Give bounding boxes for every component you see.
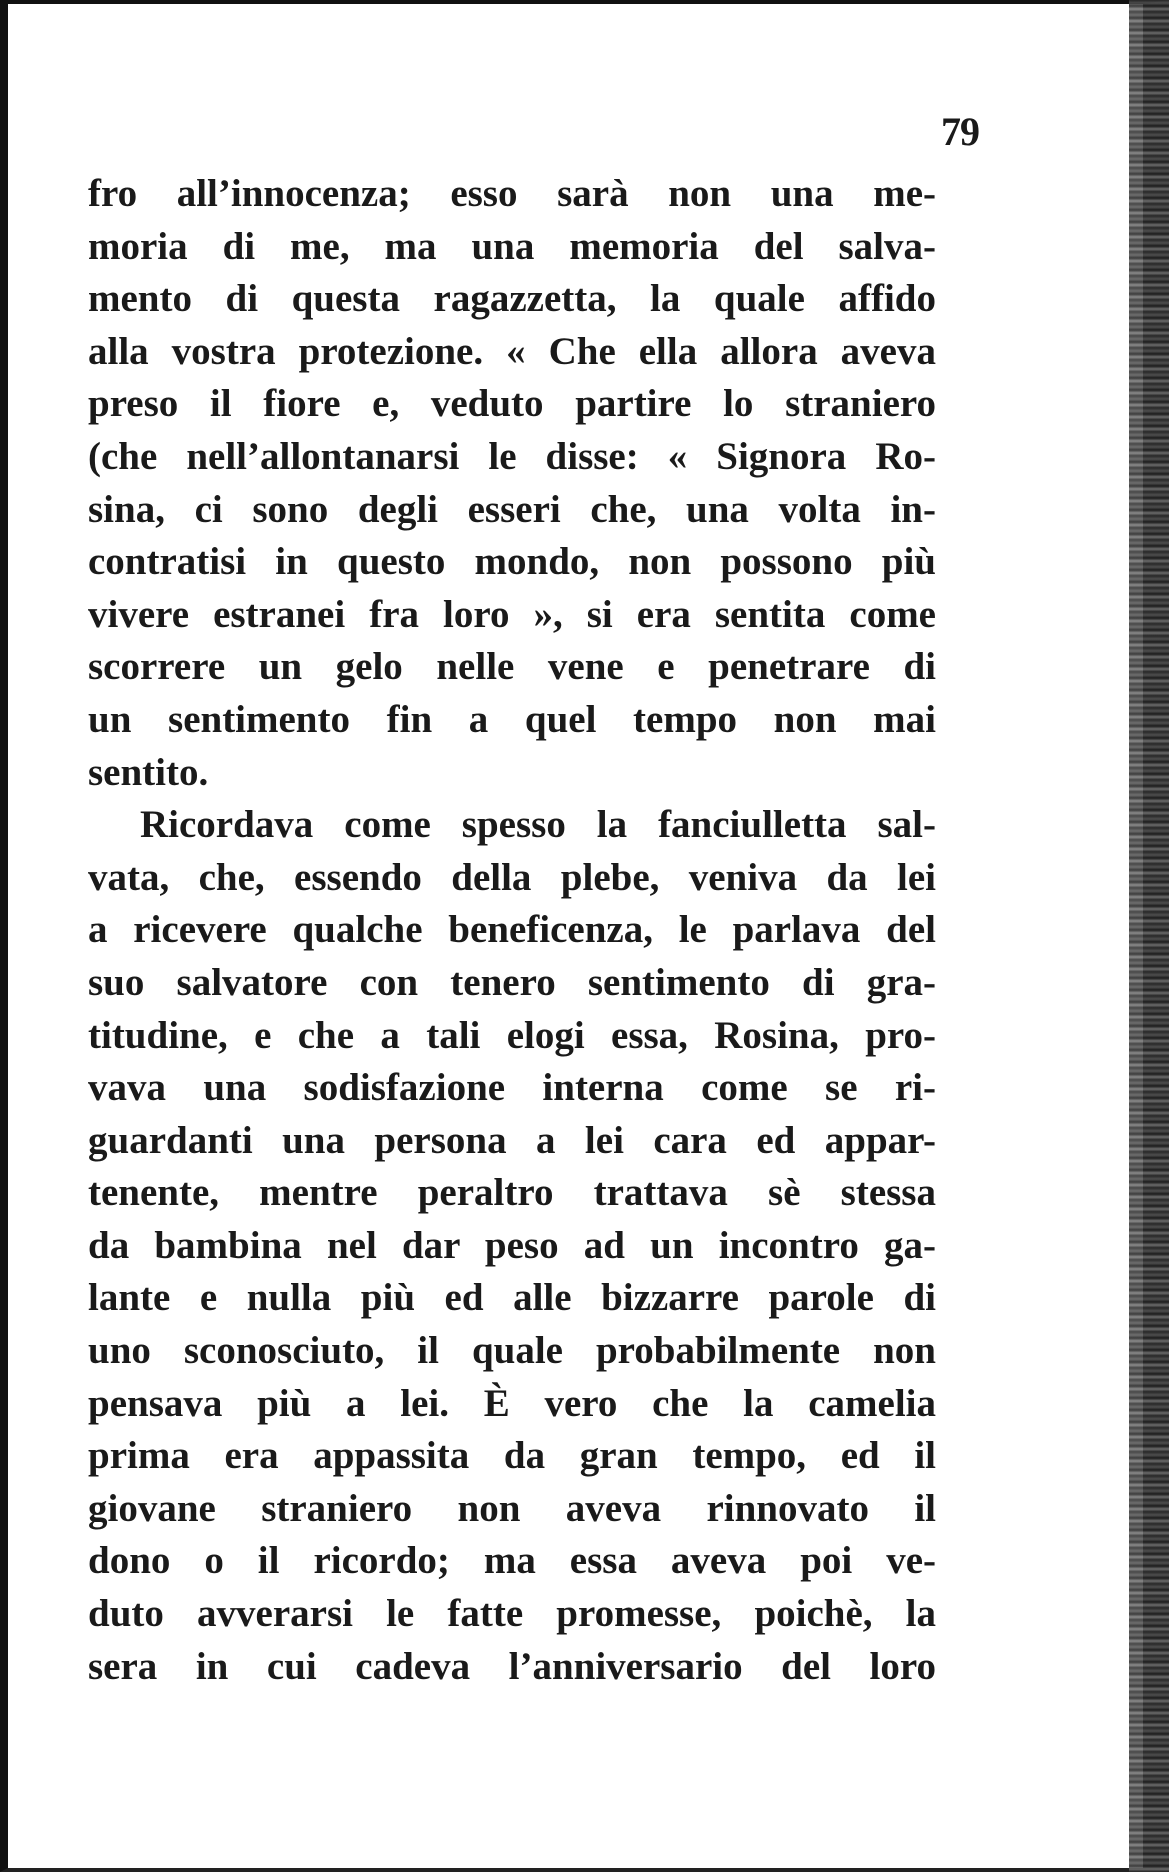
text-line: vava una sodisfazione interna come se ri-: [88, 1066, 936, 1110]
text-line: duto avverarsi le fatte promesse, poichè, la: [88, 1592, 936, 1636]
text-line: scorrere un gelo nelle vene e penetrare di: [88, 645, 936, 689]
paragraph-2: [88, 799, 936, 1693]
text-line: alla vostra protezione. « Che ella allora aveva: [88, 329, 936, 373]
text-line: uno sconosciuto, il quale probabilmente non: [88, 1329, 936, 1373]
scanned-page-edge: [1129, 0, 1169, 1872]
text-line: lante e nulla più ed alle bizzarre parole di: [88, 1276, 936, 1320]
text-line: preso il fiore e, veduto partire lo straniero: [88, 382, 936, 426]
text-line: contratisi in questo mondo, non possono più: [88, 540, 936, 584]
text-line: dono o il ricordo; ma essa aveva poi ve-: [88, 1539, 936, 1583]
text-line: prima era appassita da gran tempo, ed il: [88, 1434, 936, 1478]
text-line: guardanti una persona a lei cara ed appar-: [88, 1118, 936, 1162]
text-line: fro all’innocenza; esso sarà non una me-: [88, 172, 936, 215]
body-text: [88, 168, 936, 1693]
text-line: moria di me, ma una memoria del salva-: [88, 224, 936, 268]
text-line: suo salvatore con tenero sentimento di gra-: [88, 960, 936, 1004]
text-line: tenente, mentre peraltro trattava sè stessa: [88, 1171, 936, 1215]
text-line: un sentimento fin a quel tempo non mai: [88, 697, 936, 741]
text-line: (che nell’allontanarsi le disse: « Signora Ro-: [88, 434, 936, 478]
page-number: 79: [941, 109, 979, 154]
text-line: pensava più a lei. È vero che la camelia: [88, 1381, 936, 1425]
text-line: da bambina nel dar peso ad un incontro ga-: [88, 1223, 936, 1267]
text-line: sentito.: [88, 750, 209, 794]
text-line: a ricevere qualche beneficenza, le parlava del: [88, 908, 936, 952]
text-line: sina, ci sono degli esseri che, una volta in-: [88, 487, 936, 531]
paragraph-1: [88, 168, 936, 799]
text-line: sera in cui cadeva l’anniversario del loro: [88, 1644, 936, 1688]
text-line: titudine, e che a tali elogi essa, Rosina, pro-: [88, 1013, 936, 1057]
text-line: giovane straniero non aveva rinnovato il: [88, 1486, 936, 1530]
text-line: vata, che, essendo della plebe, veniva da lei: [88, 855, 936, 899]
text-line: vivere estranei fra loro », si era sentita come: [88, 592, 936, 636]
text-line: mento di questa ragazzetta, la quale affido: [88, 277, 936, 321]
text-line: Ricordava come spesso la fanciulletta sal-: [140, 803, 936, 847]
